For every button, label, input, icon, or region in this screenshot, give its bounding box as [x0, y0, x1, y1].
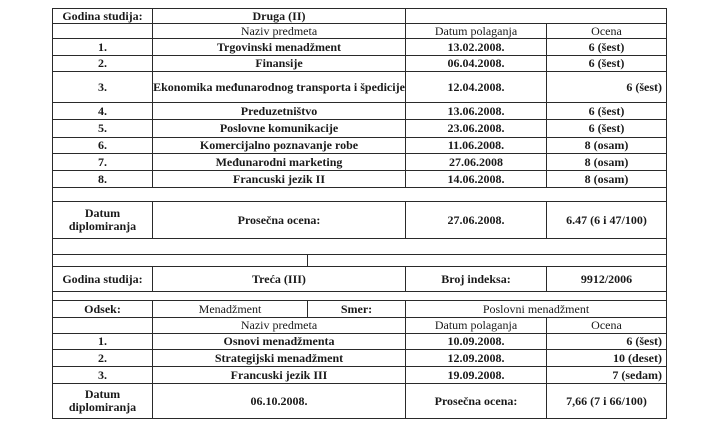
subject-name: Osnovi menadžmenta	[152, 333, 406, 350]
year-value: Treća (III)	[152, 266, 406, 292]
subject-grade: 8 (osam)	[546, 153, 667, 171]
exam-date: 11.06.2008.	[405, 137, 547, 154]
subject-grade: 8 (osam)	[546, 137, 667, 154]
exam-date: 23.06.2008.	[405, 119, 547, 138]
subject-grade: 6 (šest)	[546, 71, 667, 103]
exam-date: 14.06.2008.	[405, 170, 547, 188]
major-label: Smer:	[307, 300, 406, 318]
year-label: Godina studija:	[52, 8, 153, 24]
header-empty	[52, 317, 153, 334]
subject-name: Francuski jezik III	[152, 366, 406, 384]
graduation-date: 06.10.2008.	[152, 383, 406, 419]
subject-number: 2.	[52, 349, 153, 367]
subject-grade: 10 (deset)	[546, 349, 667, 367]
subject-name: Trgovinski menadžment	[152, 38, 406, 56]
subject-name: Francuski jezik II	[152, 170, 406, 188]
spacer-row	[52, 187, 667, 202]
subject-grade: 6 (šest)	[546, 38, 667, 56]
subject-grade: 6 (šest)	[546, 119, 667, 138]
average-grade: 7,66 (7 i 66/100)	[546, 383, 667, 419]
year-value: Druga (II)	[152, 8, 406, 24]
subject-number: 3.	[52, 366, 153, 384]
year-extra-empty	[405, 8, 667, 24]
graduation-date-label: Datum diplomiranja	[52, 383, 153, 419]
header-grade: Ocena	[546, 23, 667, 39]
header-grade: Ocena	[546, 317, 667, 334]
subject-number: 8.	[52, 170, 153, 188]
subject-name: Međunarodni marketing	[152, 153, 406, 171]
subject-name: Komercijalno poznavanje robe	[152, 137, 406, 154]
subject-number: 4.	[52, 102, 153, 120]
exam-date: 27.06.2008	[405, 153, 547, 171]
subject-name: Poslovne komunikacije	[152, 119, 406, 138]
average-grade-label: Prosečna ocena:	[405, 383, 547, 419]
subject-number: 3.	[52, 71, 153, 103]
header-subject: Naziv predmeta	[152, 317, 406, 334]
exam-date: 12.09.2008.	[405, 349, 547, 367]
subject-name: Finansije	[152, 55, 406, 72]
department-value: Menadžment	[152, 300, 308, 318]
subject-name: Strategijski menadžment	[152, 349, 406, 367]
index-value: 9912/2006	[546, 266, 667, 292]
average-date: 27.06.2008.	[405, 201, 547, 239]
header-empty	[52, 23, 153, 39]
subject-number: 1.	[52, 333, 153, 350]
average-grade: 6.47 (6 i 47/100)	[546, 201, 667, 239]
exam-date: 12.04.2008.	[405, 71, 547, 103]
department-label: Odsek:	[52, 300, 153, 318]
spacer-row	[52, 238, 667, 255]
exam-date: 10.09.2008.	[405, 333, 547, 350]
subject-grade: 8 (osam)	[546, 170, 667, 188]
exam-date: 13.06.2008.	[405, 102, 547, 120]
index-label: Broj indeksa:	[405, 266, 547, 292]
subject-number: 1.	[52, 38, 153, 56]
exam-date: 06.04.2008.	[405, 55, 547, 72]
header-date: Datum polaganja	[405, 317, 547, 334]
exam-date: 13.02.2008.	[405, 38, 547, 56]
subject-grade: 7 (sedam)	[546, 366, 667, 384]
header-subject: Naziv predmeta	[152, 23, 406, 39]
average-grade-label: Prosečna ocena:	[152, 201, 406, 239]
subject-number: 5.	[52, 119, 153, 138]
exam-date: 19.09.2008.	[405, 366, 547, 384]
subject-grade: 6 (šest)	[546, 55, 667, 72]
header-date: Datum polaganja	[405, 23, 547, 39]
year-label: Godina studija:	[52, 266, 153, 292]
subject-grade: 6 (šest)	[546, 333, 667, 350]
major-value: Poslovni menadžment	[405, 300, 667, 318]
subject-name: Preduzetništvo	[152, 102, 406, 120]
subject-number: 2.	[52, 55, 153, 72]
subject-number: 6.	[52, 137, 153, 154]
subject-number: 7.	[52, 153, 153, 171]
subject-name: Ekonomika međunarodnog transporta i špedicije	[152, 71, 406, 103]
subject-grade: 6 (šest)	[546, 102, 667, 120]
graduation-date-label: Datum diplomiranja	[52, 201, 153, 239]
